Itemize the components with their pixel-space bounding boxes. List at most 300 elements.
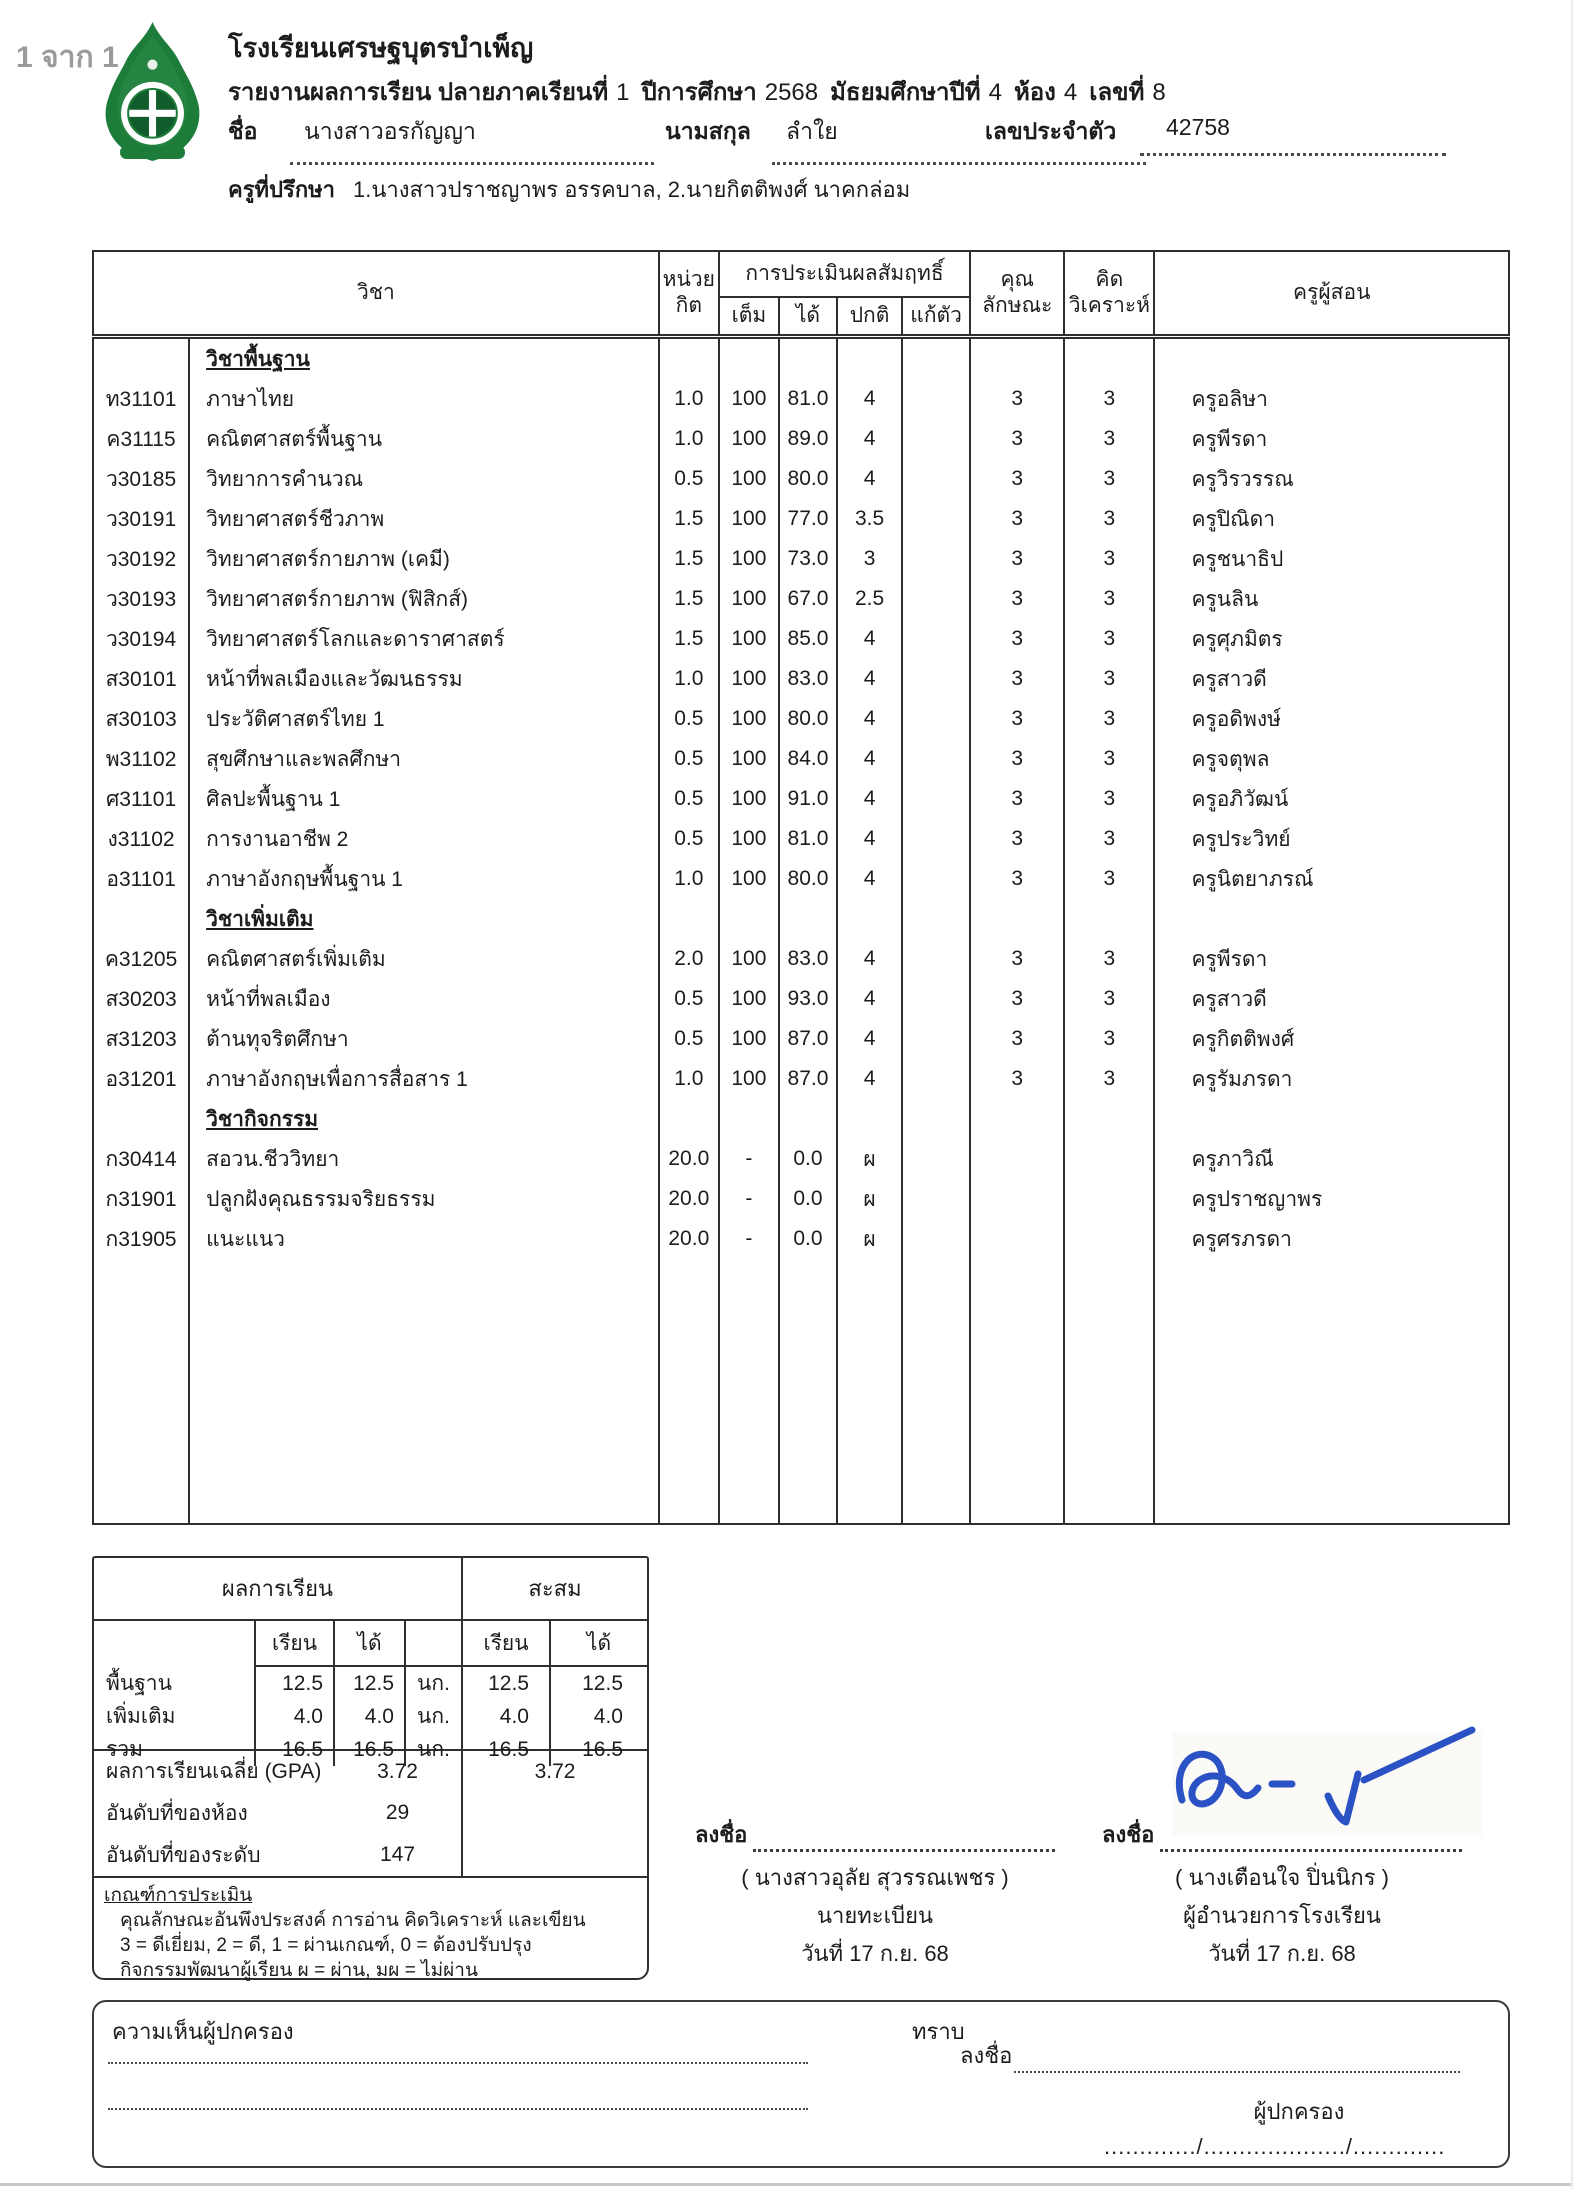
credits-cell: 1.0 (659, 419, 719, 459)
grade-cell: 4 (837, 859, 902, 899)
score-cell: 81.0 (779, 819, 837, 859)
report-term-value: 1 (616, 79, 630, 106)
subject-row (93, 419, 1509, 459)
full-score-cell: 100 (719, 939, 779, 979)
analysis-cell: 3 (1064, 1059, 1154, 1099)
teacher-cell: ครูชนาธิป (1154, 539, 1509, 579)
summary-enrolled-label: เรียน (254, 1621, 333, 1667)
full-score-cell: 100 (719, 1059, 779, 1099)
subject-name-cell: หน้าที่พลเมือง (189, 979, 659, 1019)
gpa-cumulative-value: 3.72 (534, 1759, 576, 1783)
report-number-label: เลขที่ (1089, 79, 1145, 106)
credits-cell: 0.5 (659, 779, 719, 819)
section-name-cell (189, 337, 659, 380)
grades-body (93, 337, 1509, 1260)
level-rank-label: อันดับที่ของระดับ (106, 1843, 261, 1867)
advisor-label: ครูที่ปรึกษา (228, 177, 335, 202)
col-analysis-header: คิด วิเคราะห์ (1064, 251, 1154, 337)
subject-code-cell: ก31905 (93, 1219, 189, 1259)
col-assessment-header: การประเมินผลสัมฤทธิ์ (719, 251, 970, 297)
summary-row-total: รวม 16.5 16.5 นก. 16.5 16.5 (94, 1733, 647, 1766)
full-score-cell: 100 (719, 819, 779, 859)
room-rank-label: อันดับที่ของห้อง (106, 1801, 248, 1825)
first-name-value: นางสาวอรกัญญา (290, 108, 654, 165)
retake-cell (902, 659, 970, 699)
grade-cell: 4 (837, 739, 902, 779)
full-score-cell: 100 (719, 779, 779, 819)
analysis-cell: 3 (1064, 1019, 1154, 1059)
director-signature-block (1102, 1822, 1462, 1966)
trait-cell: 3 (970, 939, 1064, 979)
grade-cell: 4 (837, 1059, 902, 1099)
subject-row (93, 1059, 1509, 1099)
score-cell: 0.0 (779, 1139, 837, 1179)
summary-row-additional: เพิ่มเติม 4.0 4.0 นก. 4.0 4.0 (94, 1700, 647, 1733)
teacher-cell: ครูนลิน (1154, 579, 1509, 619)
credits-cell: 1.0 (659, 859, 719, 899)
got-cell (779, 1099, 837, 1139)
registrar-sign-dots (753, 1825, 1055, 1852)
registrar-sign-line (695, 1822, 1055, 1852)
credits-cell (659, 337, 719, 380)
analysis-cell (1064, 1099, 1154, 1139)
summary-cum-enrolled-label: เรียน (461, 1621, 549, 1667)
teacher-cell: ครูรัมภรดา (1154, 1059, 1509, 1099)
retake-cell (902, 579, 970, 619)
section-name-cell (189, 1099, 659, 1139)
teacher-cell: ครูอลิษา (1154, 379, 1509, 419)
registrar-name: ( นางสาวอุลัย สุวรรณเพชร ) (741, 1865, 1009, 1890)
analysis-cell: 3 (1064, 859, 1154, 899)
subject-code-cell: พ31102 (93, 739, 189, 779)
registrar-date: วันที่ 17 ก.ย. 68 (801, 1941, 949, 1966)
full-cell (719, 899, 779, 939)
full-score-cell: 100 (719, 579, 779, 619)
grade-cell (837, 337, 902, 380)
grade-cell: 3 (837, 539, 902, 579)
got-cell (779, 899, 837, 939)
subject-name-cell: วิทยาศาสตร์โลกและดาราศาสตร์ (189, 619, 659, 659)
teacher-cell: ครูพีรดา (1154, 419, 1509, 459)
score-cell: 73.0 (779, 539, 837, 579)
retake-cell (902, 939, 970, 979)
parent-acknowledge-label: ทราบ (912, 2019, 965, 2044)
retake-cell (902, 859, 970, 899)
teacher-cell: ครูจตุพล (1154, 739, 1509, 779)
score-cell: 67.0 (779, 579, 837, 619)
criteria-title: เกณฑ์การประเมิน (104, 1885, 253, 1906)
gpa-label: ผลการเรียนเฉลี่ย (GPA) (106, 1760, 322, 1784)
subject-row (93, 1019, 1509, 1059)
retake-cell (902, 499, 970, 539)
report-title (228, 72, 1178, 111)
teacher-cell (1154, 1099, 1509, 1139)
score-cell: 85.0 (779, 619, 837, 659)
subject-row (93, 1179, 1509, 1219)
grades-table (92, 250, 1510, 1525)
trait-cell (970, 899, 1064, 939)
parent-comment-title: ความเห็นผู้ปกครอง (112, 2019, 294, 2044)
summary-header-row (94, 1558, 647, 1621)
summary-table (92, 1556, 649, 1980)
registrar-sign-label: ลงชื่อ (695, 1822, 748, 1847)
col-credits-header: หน่วย กิต (659, 251, 719, 337)
score-cell: 89.0 (779, 419, 837, 459)
trait-cell: 3 (970, 499, 1064, 539)
subject-row (93, 1219, 1509, 1259)
subject-code-cell: ว30193 (93, 579, 189, 619)
subject-row (93, 499, 1509, 539)
gpa-value: 3.72 (377, 1759, 418, 1783)
grade-cell: ผ (837, 1179, 902, 1219)
teacher-cell (1154, 899, 1509, 939)
school-name: โรงเรียนเศรษฐบุตรบำเพ็ญ (228, 33, 534, 63)
teacher-cell (1154, 337, 1509, 380)
retake-cell (902, 899, 970, 939)
subject-code-cell: ส30203 (93, 979, 189, 1019)
trait-cell: 3 (970, 379, 1064, 419)
full-score-cell: 100 (719, 419, 779, 459)
trait-cell (970, 1219, 1064, 1259)
subject-name-cell: ภาษาอังกฤษพื้นฐาน 1 (189, 859, 659, 899)
parent-sign-dots (1014, 2049, 1460, 2073)
subject-code-cell: อ31101 (93, 859, 189, 899)
grade-cell: 4 (837, 419, 902, 459)
col-trait-header: คุณ ลักษณะ (970, 251, 1064, 337)
grade-cell: 4 (837, 1019, 902, 1059)
got-cell (779, 337, 837, 380)
grade-cell (837, 899, 902, 939)
teacher-cell: ครูภาวิณี (1154, 1139, 1509, 1179)
summary-gpa-section (94, 1751, 647, 1878)
credits-cell: 20.0 (659, 1219, 719, 1259)
full-score-cell: - (719, 1139, 779, 1179)
section-name-cell (189, 899, 659, 939)
full-cell (719, 337, 779, 380)
parent-comment-line-1 (108, 2040, 808, 2064)
score-cell: 83.0 (779, 939, 837, 979)
grade-cell (837, 1099, 902, 1139)
subject-code-cell: ค31115 (93, 419, 189, 459)
analysis-cell: 3 (1064, 579, 1154, 619)
score-cell: 83.0 (779, 659, 837, 699)
grade-cell: 4 (837, 459, 902, 499)
subject-code-cell: ว30192 (93, 539, 189, 579)
subject-name-cell: หน้าที่พลเมืองและวัฒนธรรม (189, 659, 659, 699)
retake-cell (902, 459, 970, 499)
trait-cell: 3 (970, 1019, 1064, 1059)
parent-comment-line-2 (108, 2086, 808, 2110)
analysis-cell: 3 (1064, 939, 1154, 979)
analysis-cell: 3 (1064, 979, 1154, 1019)
student-id-label: เลขประจำตัว (985, 118, 1117, 144)
report-grade-label: มัธยมศึกษาปีที่ (830, 79, 981, 106)
subject-name-cell: ศิลปะพื้นฐาน 1 (189, 779, 659, 819)
retake-cell (902, 819, 970, 859)
subject-row (93, 539, 1509, 579)
retake-cell (902, 1019, 970, 1059)
credits-cell: 0.5 (659, 979, 719, 1019)
registrar-role: นายทะเบียน (816, 1903, 933, 1928)
credits-cell: 0.5 (659, 459, 719, 499)
section-label: วิชาเพิ่มเติม (206, 907, 314, 931)
subject-row (93, 459, 1509, 499)
grade-cell: 4 (837, 619, 902, 659)
subject-name-cell: ต้านทุจริตศึกษา (189, 1019, 659, 1059)
teacher-cell: ครูนิตยาภรณ์ (1154, 859, 1509, 899)
col-grade-header: ปกติ (837, 297, 902, 337)
subject-code-cell: อ31201 (93, 1059, 189, 1099)
analysis-cell: 3 (1064, 699, 1154, 739)
parent-date-dots: ............./..................../............. (1104, 2134, 1446, 2159)
student-identity-row (0, 108, 1573, 160)
subject-name-cell: คณิตศาสตร์เพิ่มเติม (189, 939, 659, 979)
full-score-cell: 100 (719, 739, 779, 779)
retake-cell (902, 619, 970, 659)
page-bottom-edge (0, 2183, 1573, 2186)
subject-code-cell (93, 1099, 189, 1139)
trait-cell: 3 (970, 779, 1064, 819)
analysis-cell: 3 (1064, 659, 1154, 699)
director-sign-dots (1160, 1825, 1462, 1852)
report-room-value: 4 (1063, 79, 1078, 106)
grade-cell: 4 (837, 819, 902, 859)
summary-values (94, 1667, 647, 1761)
summary-cum-earned-label: ได้ (549, 1621, 647, 1667)
retake-cell (902, 1219, 970, 1259)
subject-row (93, 1139, 1509, 1179)
score-cell: 80.0 (779, 699, 837, 739)
grade-cell: 4 (837, 379, 902, 419)
trait-cell (970, 337, 1064, 380)
col-retake-header: แก้ตัว (902, 297, 970, 337)
subject-row (93, 579, 1509, 619)
credits-cell: 20.0 (659, 1139, 719, 1179)
col-fullscore-header: เต็ม (719, 297, 779, 337)
credits-cell (659, 899, 719, 939)
grade-cell: 4 (837, 699, 902, 739)
analysis-cell (1064, 1179, 1154, 1219)
full-score-cell: - (719, 1219, 779, 1259)
section-label: วิชากิจกรรม (206, 1107, 319, 1131)
parent-sign-label: ลงชื่อ (960, 2043, 1013, 2068)
subject-name-cell: วิทยาศาสตร์กายภาพ (ฟิสิกส์) (189, 579, 659, 619)
subject-name-cell: ภาษาไทย (189, 379, 659, 419)
subject-name-cell: แนะแนว (189, 1219, 659, 1259)
score-cell: 81.0 (779, 379, 837, 419)
subject-code-cell: ก30414 (93, 1139, 189, 1179)
subject-code-cell (93, 899, 189, 939)
assessment-criteria (94, 1878, 647, 1983)
summary-earned-label: ได้ (333, 1621, 404, 1667)
retake-cell (902, 419, 970, 459)
grades-header-row-1 (93, 251, 1509, 297)
analysis-cell: 3 (1064, 499, 1154, 539)
trait-cell (970, 1139, 1064, 1179)
analysis-cell: 3 (1064, 779, 1154, 819)
section-label: วิชาพื้นฐาน (206, 347, 310, 371)
grade-cell: ผ (837, 1219, 902, 1259)
full-score-cell: 100 (719, 459, 779, 499)
trait-cell: 3 (970, 659, 1064, 699)
credits-cell: 0.5 (659, 1019, 719, 1059)
trait-cell (970, 1099, 1064, 1139)
subject-name-cell: ปลูกฝังคุณธรรมจริยธรรม (189, 1179, 659, 1219)
trait-cell: 3 (970, 979, 1064, 1019)
retake-cell (902, 779, 970, 819)
teacher-cell: ครูปราชญาพร (1154, 1179, 1509, 1219)
trait-cell: 3 (970, 819, 1064, 859)
subject-code-cell: ค31205 (93, 939, 189, 979)
trait-cell: 3 (970, 1059, 1064, 1099)
col-score-header: ได้ (779, 297, 837, 337)
grade-cell: 4 (837, 979, 902, 1019)
score-cell: 0.0 (779, 1179, 837, 1219)
retake-cell (902, 1179, 970, 1219)
trait-cell: 3 (970, 619, 1064, 659)
credits-cell: 0.5 (659, 699, 719, 739)
subject-name-cell: การงานอาชีพ 2 (189, 819, 659, 859)
score-cell: 80.0 (779, 459, 837, 499)
teacher-cell: ครูศุภมิตร (1154, 619, 1509, 659)
subject-name-cell: คณิตศาสตร์พื้นฐาน (189, 419, 659, 459)
analysis-cell (1064, 1139, 1154, 1179)
subject-name-cell: วิทยาการคำนวณ (189, 459, 659, 499)
credits-cell: 2.0 (659, 939, 719, 979)
subject-code-cell: ง31102 (93, 819, 189, 859)
credits-cell: 20.0 (659, 1179, 719, 1219)
trait-cell: 3 (970, 419, 1064, 459)
credits-cell: 1.5 (659, 579, 719, 619)
subject-code-cell: ท31101 (93, 379, 189, 419)
student-id-value: 42758 (1140, 108, 1446, 156)
full-score-cell: 100 (719, 499, 779, 539)
subject-code-cell (93, 337, 189, 380)
teacher-cell: ครูพีรดา (1154, 939, 1509, 979)
criteria-line-3: กิจกรรมพัฒนาผู้เรียน ผ = ผ่าน, มผ = ไม่ผ่าน (120, 1960, 478, 1981)
teacher-cell: ครูสาวดี (1154, 979, 1509, 1019)
subject-row (93, 979, 1509, 1019)
trait-cell: 3 (970, 739, 1064, 779)
director-name: ( นางเตือนใจ ปิ่นนิกร ) (1175, 1865, 1389, 1890)
criteria-line-1: คุณลักษณะอันพึงประสงค์ การอ่าน คิดวิเคราะห์ และเขียน (120, 1910, 586, 1931)
parent-comment-box (92, 2000, 1510, 2168)
credits-cell: 1.5 (659, 539, 719, 579)
subject-code-cell: ว30194 (93, 619, 189, 659)
report-year-label: ปีการศึกษา (641, 79, 757, 106)
teacher-cell: ครูกิตติพงศ์ (1154, 1019, 1509, 1059)
retake-cell (902, 979, 970, 1019)
full-score-cell: 100 (719, 979, 779, 1019)
teacher-cell: ครูศรภรดา (1154, 1219, 1509, 1259)
analysis-cell: 3 (1064, 619, 1154, 659)
col-teacher-header: ครูผู้สอน (1154, 251, 1509, 337)
grade-cell: 4 (837, 659, 902, 699)
score-cell: 84.0 (779, 739, 837, 779)
col-subject-header: วิชา (93, 251, 659, 337)
teacher-cell: ครูวิรวรรณ (1154, 459, 1509, 499)
trait-cell: 3 (970, 699, 1064, 739)
analysis-cell: 3 (1064, 459, 1154, 499)
analysis-cell: 3 (1064, 419, 1154, 459)
director-date: วันที่ 17 ก.ย. 68 (1208, 1941, 1356, 1966)
retake-cell (902, 739, 970, 779)
analysis-cell: 3 (1064, 819, 1154, 859)
surname-value: ลำใย (772, 108, 1146, 165)
analysis-cell: 3 (1064, 739, 1154, 779)
registrar-signature-block (695, 1822, 1055, 1966)
report-year-value: 2568 (764, 79, 819, 106)
teacher-cell: ครูอดิพงษ์ (1154, 699, 1509, 739)
director-role: ผู้อำนวยการโรงเรียน (1183, 1903, 1381, 1928)
score-cell: 91.0 (779, 779, 837, 819)
grade-cell: 4 (837, 779, 902, 819)
trait-cell: 3 (970, 579, 1064, 619)
subject-code-cell: ก31901 (93, 1179, 189, 1219)
report-term-label: รายงานผลการเรียน ปลายภาคเรียนที่ (228, 79, 609, 106)
score-cell: 87.0 (779, 1059, 837, 1099)
full-score-cell: - (719, 1179, 779, 1219)
grade-cell: 2.5 (837, 579, 902, 619)
trait-cell: 3 (970, 859, 1064, 899)
section-row (93, 1099, 1509, 1139)
report-number-value: 8 (1152, 79, 1166, 106)
full-score-cell: 100 (719, 379, 779, 419)
subject-code-cell: ว30185 (93, 459, 189, 499)
credits-cell: 1.0 (659, 659, 719, 699)
subject-name-cell: วิทยาศาสตร์ชีวภาพ (189, 499, 659, 539)
retake-cell (902, 1139, 970, 1179)
retake-cell (902, 379, 970, 419)
subject-name-cell: สุขศึกษาและพลศึกษา (189, 739, 659, 779)
score-cell: 0.0 (779, 1219, 837, 1259)
room-rank-value: 29 (385, 1801, 410, 1825)
subject-row (93, 859, 1509, 899)
grade-cell: 3.5 (837, 499, 902, 539)
report-room-label: ห้อง (1013, 79, 1056, 106)
parent-signer-role: ผู้ปกครอง (1253, 2099, 1345, 2124)
subject-name-cell: ประวัติศาสตร์ไทย 1 (189, 699, 659, 739)
level-rank-value: 147 (379, 1843, 416, 1867)
credits-cell: 0.5 (659, 739, 719, 779)
retake-cell (902, 1059, 970, 1099)
surname-label: นามสกุล (665, 118, 751, 144)
subject-name-cell: วิทยาศาสตร์กายภาพ (เคมี) (189, 539, 659, 579)
trait-cell: 3 (970, 539, 1064, 579)
analysis-cell (1064, 899, 1154, 939)
criteria-line-2: 3 = ดีเยี่ยม, 2 = ดี, 1 = ผ่านเกณฑ์, 0 = ต้องปรับปรุง (120, 1935, 532, 1956)
summary-cumulative-header: สะสม (461, 1558, 647, 1619)
subject-code-cell: ว30191 (93, 499, 189, 539)
analysis-cell: 3 (1064, 379, 1154, 419)
subject-code-cell: ส30103 (93, 699, 189, 739)
trait-cell: 3 (970, 459, 1064, 499)
teacher-cell: ครูปิณิดา (1154, 499, 1509, 539)
subject-row (93, 379, 1509, 419)
credits-cell: 1.5 (659, 619, 719, 659)
analysis-cell: 3 (1064, 539, 1154, 579)
subject-code-cell: ส30101 (93, 659, 189, 699)
retake-cell (902, 699, 970, 739)
full-score-cell: 100 (719, 539, 779, 579)
credits-cell: 0.5 (659, 819, 719, 859)
full-cell (719, 1099, 779, 1139)
teacher-cell: ครูอภิวัฒน์ (1154, 779, 1509, 819)
score-cell: 77.0 (779, 499, 837, 539)
analysis-cell (1064, 337, 1154, 380)
teacher-cell: ครูประวิทย์ (1154, 819, 1509, 859)
teacher-cell: ครูสาวดี (1154, 659, 1509, 699)
